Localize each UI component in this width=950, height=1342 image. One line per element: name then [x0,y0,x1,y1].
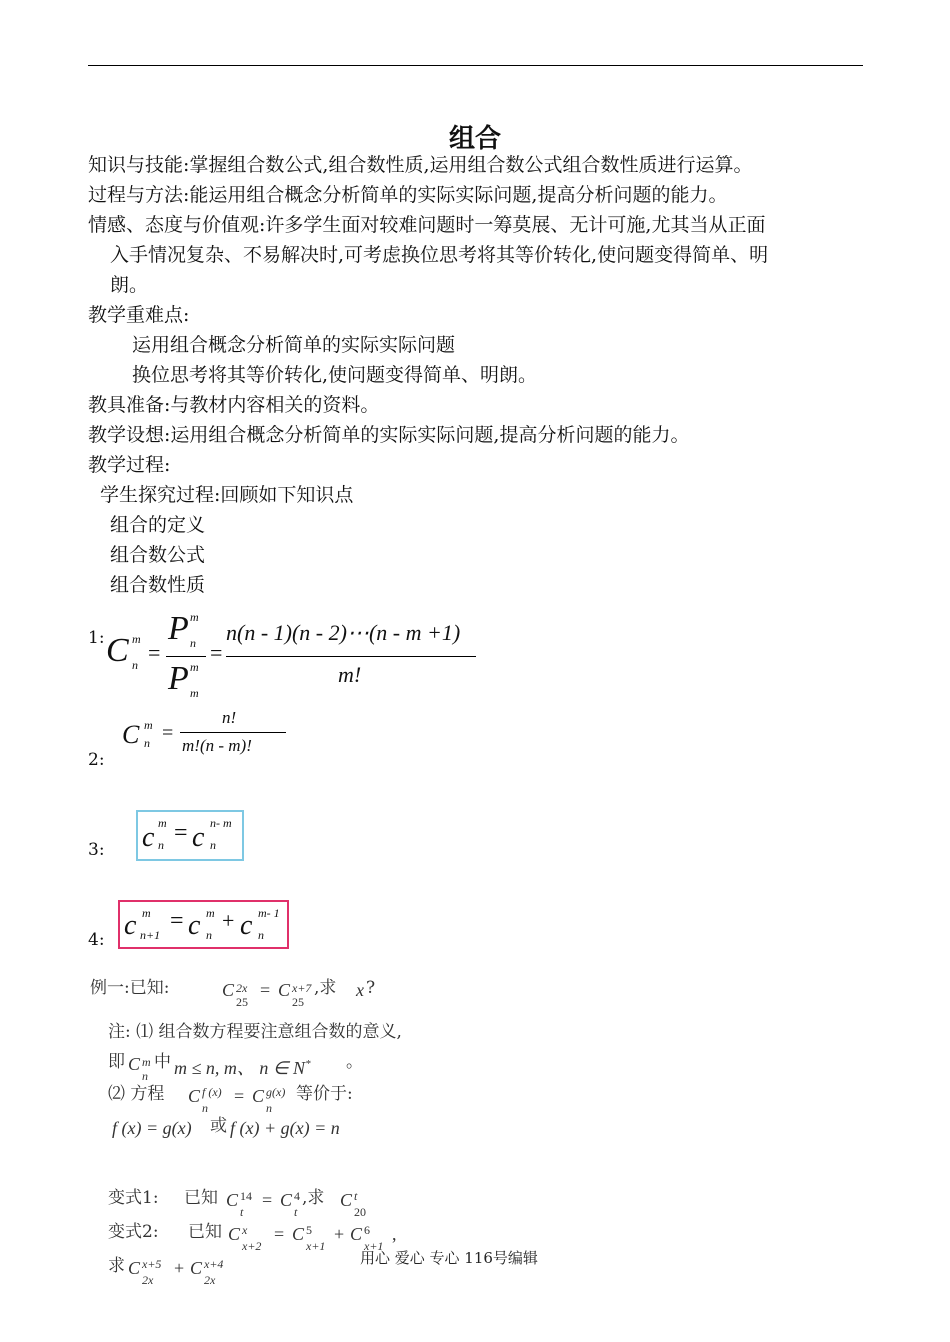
formula-4-label: 4: [88,930,105,950]
example-var: x [356,980,364,1000]
review-item-formula: 组合数公式 [110,544,206,566]
objective-process: 过程与方法:能运用组合概念分析简单的实际实际问题,提高分析问题的能力。 [88,184,728,206]
objective-emotion-3: 朗。 [110,274,149,296]
example-suffix: ,求 [314,978,337,998]
note-2: 即 C m n 中 m ≤ n, m、 n ∈ N* 。 [108,1052,363,1083]
variant-2: 变式2: 已知 C x x+2 = C 5 x+1 + C 6 x+1 , [108,1222,397,1253]
formula-4-box: c m n+1 = c m n + c m- 1 n [118,900,289,949]
example-prefix: 例一:已知: [90,978,170,998]
formula-1-label: 1: [88,628,105,648]
key-point-2: 换位思考将其等价转化,使问题变得简单、明朗。 [132,364,538,386]
note-4: f (x) = g(x) 或 f (x) + g(x) = n [112,1116,340,1138]
formula-1: C m n = P m n P m m = n(n - 1)(n - 2)⋯(n - m +1) m! [106,610,486,700]
formula-3-label: 3: [88,840,105,860]
teaching-design: 教学设想:运用组合概念分析简单的实际实际问题,提高分析问题的能力。 [88,424,690,446]
formula-2-label: 2: [88,750,105,770]
review-item-property: 组合数性质 [110,574,206,596]
header-rule [88,65,863,66]
page-footer: 用心 爱心 专心 116号编辑 [360,1249,538,1267]
note-3: ⑵ 方程 C f (x) n = C g(x) n 等价于: [108,1084,353,1115]
formula-2: C m n = n! m!(n - m)! [122,708,302,768]
objective-emotion-1: 情感、态度与价值观:许多学生面对较难问题时一筹莫展、无计可施,尤其当从正面 [88,214,766,236]
objective-emotion-2: 入手情况复杂、不易解决时,可考虑换位思考将其等价转化,使问题变得简单、明 [110,244,769,266]
example-question: ? [366,978,376,998]
formula-3-box: c m n = c n- m n [136,810,244,861]
review-intro: 学生探究过程:回顾如下知识点 [100,484,354,506]
objective-knowledge: 知识与技能:掌握组合数公式,组合数性质,运用组合数公式组合数性质进行运算。 [88,154,753,176]
example-1: 例一:已知: C 2x 25 = C x+7 25 ,求 x ? [90,974,410,1008]
variant-2-ask: 求 C x+5 2x + C x+4 2x [108,1256,224,1287]
teaching-tools: 教具准备:与教材内容相关的资料。 [88,394,380,416]
page-title: 组合 [448,124,501,154]
process-label: 教学过程: [88,454,171,476]
variant-1: 变式1: 已知 C 14 t = C 4 t ,求 C t 20 [108,1188,366,1219]
review-item-definition: 组合的定义 [110,514,206,536]
key-point-1: 运用组合概念分析简单的实际实际问题 [132,334,456,356]
note-1: 注: ⑴ 组合数方程要注意组合数的意义, [108,1022,402,1042]
key-points-label: 教学重难点: [88,304,190,326]
